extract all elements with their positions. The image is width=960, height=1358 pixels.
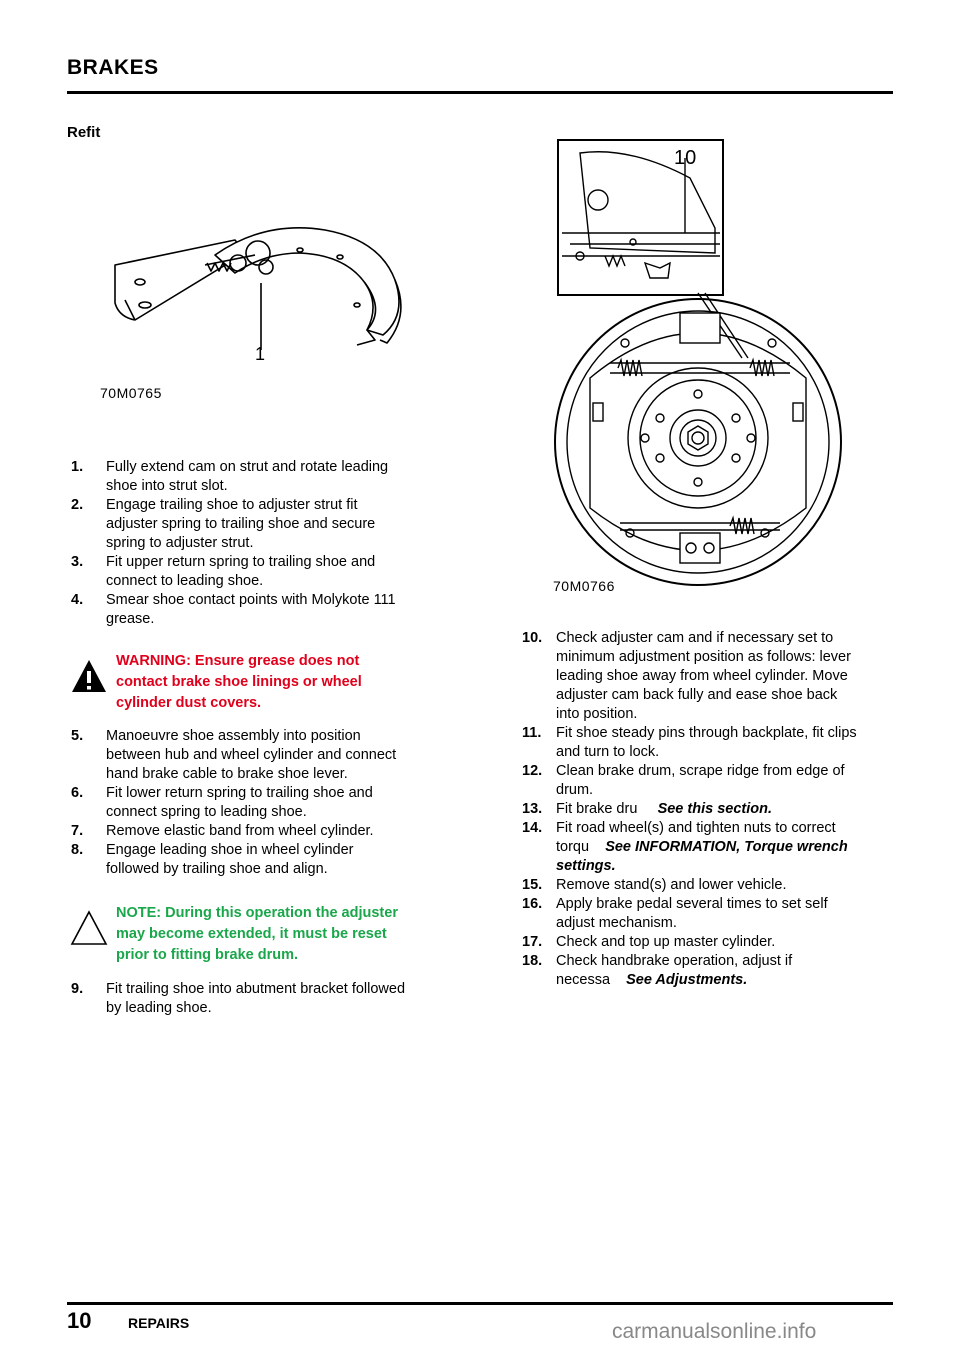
step-number: 12. [522, 763, 543, 779]
note-text: NOTE: During this operation the adjuster may become extended, it must be reset prior to fitting brake drum. [116, 905, 398, 963]
figure-callout-1: 1 [255, 344, 266, 364]
page-number: 10 [67, 1308, 92, 1333]
step-number: 2. [71, 497, 84, 513]
step-number: 18. [522, 953, 543, 969]
figure-callout-10: 10 [674, 147, 697, 169]
step-text: Check and top up master cylinder. [556, 934, 776, 950]
step-number: 10. [522, 630, 543, 646]
step-text: Fit road wheel(s) and tighten nuts to correct torqu See INFORMATION, Torque wrench settings. [556, 820, 848, 874]
step-text: Fully extend cam on strut and rotate leading shoe into strut slot. [106, 459, 389, 494]
cross-reference: See INFORMATION, Torque wrench [605, 839, 848, 855]
footer-rule [67, 1302, 893, 1305]
step-number: 14. [522, 820, 543, 836]
step-number: 16. [522, 896, 543, 912]
step-number: 11. [522, 725, 542, 741]
step-text: Remove stand(s) and lower vehicle. [556, 877, 787, 893]
step-text: Manoeuvre shoe assembly into position between hub and wheel cylinder and connect hand brake cable to brake shoe lever. [106, 728, 397, 782]
footer-section: REPAIRS [128, 1315, 190, 1331]
step-text: Fit lower return spring to trailing shoe and connect spring to leading shoe. [106, 785, 373, 820]
step-number: 5. [71, 728, 84, 744]
step-text: Check adjuster cam and if necessary set to minimum adjustment position as follows: lever leading shoe away from wheel cylinder. Move adjuster cam back fully and ease shoe back into position. [556, 630, 851, 722]
step-number: 3. [71, 554, 84, 570]
brake-shoe-figure [95, 205, 415, 405]
steps-block-3 [71, 980, 451, 1020]
page-header-title: BRAKES [67, 56, 159, 79]
warning-icon [70, 658, 108, 694]
step-number: 8. [71, 842, 84, 858]
step-text: Fit upper return spring to trailing shoe and connect to leading shoe. [106, 554, 376, 589]
steps-block-1 [71, 458, 441, 630]
cross-reference: See Adjustments. [626, 972, 748, 988]
step-text: Engage trailing shoe to adjuster strut fit adjuster spring to trailing shoe and secure spring to adjuster strut. [106, 497, 376, 551]
step-text: Fit shoe steady pins through backplate, fit clips and turn to lock. [556, 725, 857, 760]
step-text: Clean brake drum, scrape ridge from edge of drum. [556, 763, 845, 798]
step-text: Fit brake dru See this section. [556, 801, 772, 817]
header-rule [67, 91, 893, 94]
section-title: Refit [67, 124, 101, 141]
note-icon [70, 910, 108, 946]
step-text: Engage leading shoe in wheel cylinder followed by trailing shoe and align. [106, 842, 354, 877]
step-text: Smear shoe contact points with Molykote 111 grease. [106, 592, 396, 627]
step-number: 1. [71, 459, 84, 475]
warning-text: WARNING: Ensure grease does not contact brake shoe linings or wheel cylinder dust covers. [116, 653, 362, 711]
steps-block-2 [71, 727, 441, 887]
step-number: 15. [522, 877, 543, 893]
step-number: 17. [522, 934, 543, 950]
step-text: Check handbrake operation, adjust if necessa See Adjustments. [556, 953, 793, 988]
step-number: 13. [522, 801, 543, 817]
figure-code-right: 70M0766 [553, 578, 615, 594]
drum-brake-figure [550, 138, 890, 598]
step-number: 7. [71, 823, 84, 839]
figure-code-left: 70M0765 [100, 385, 162, 401]
step-text: Remove elastic band from wheel cylinder. [106, 823, 374, 839]
step-number: 9. [71, 981, 84, 997]
watermark-text: carmanualsonline.info [612, 1320, 817, 1343]
step-number: 6. [71, 785, 84, 801]
step-text: Fit trailing shoe into abutment bracket followed by leading shoe. [106, 981, 406, 1016]
steps-block-right [522, 629, 892, 999]
step-number: 4. [71, 592, 84, 608]
step-text: Apply brake pedal several times to set self adjust mechanism. [556, 896, 828, 931]
cross-reference: See this section. [657, 801, 772, 817]
